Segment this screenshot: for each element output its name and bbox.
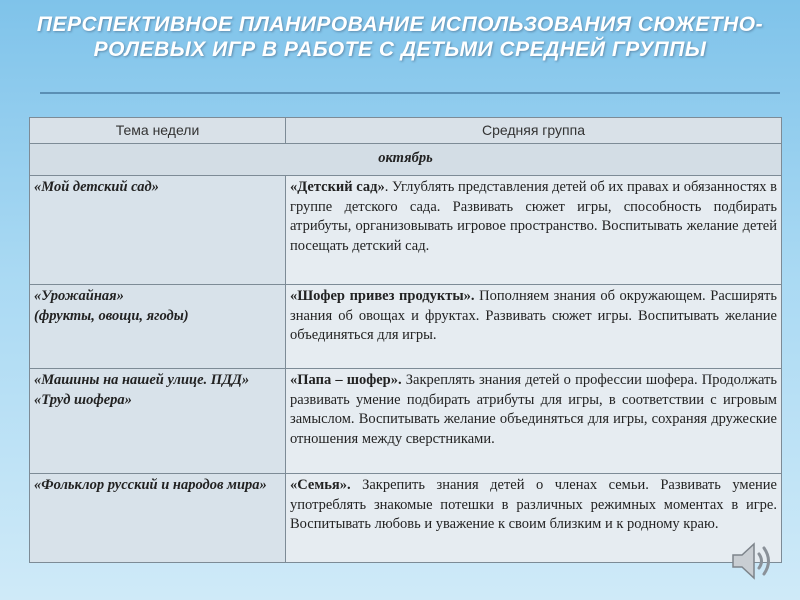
- game-description-cell: [286, 285, 782, 369]
- header-middle-group: Средняя группа: [286, 118, 782, 144]
- month-label: октябрь: [30, 144, 782, 176]
- game-description-cell: [286, 176, 782, 285]
- month-row: [30, 144, 782, 176]
- game-description-cell: [286, 474, 782, 563]
- week-topic-text: «Фольклор русский и народов мира»: [34, 477, 267, 493]
- header-week-topic: Тема недели: [30, 118, 286, 144]
- speaker-icon[interactable]: [727, 536, 777, 586]
- week-topic-subtext: «Труд шофера»: [34, 391, 132, 408]
- game-title: «Папа – шофер».: [290, 372, 402, 388]
- game-title: «Семья».: [290, 477, 351, 493]
- table-row: [30, 176, 782, 285]
- game-description-cell: [286, 369, 782, 474]
- table-row: [30, 285, 782, 369]
- game-description: Закреплять знания детей о профессии шофера. Продолжать развивать умение подбирать атрибуты для игры, в соответствии с игровым замыслом. Воспитывать желание объединяться для игры, сохраняя дружеские отношения между сверстниками.: [290, 372, 777, 447]
- table-row: [30, 369, 782, 474]
- week-topic-cell: [30, 369, 286, 474]
- slide-title: ПЕРСПЕКТИВНОЕ ПЛАНИРОВАНИЕ ИСПОЛЬЗОВАНИЯ СЮЖЕТНО-РОЛЕВЫХ ИГР В РАБОТЕ С ДЕТЬМИ СРЕДНЕЙ ГРУППЫ: [36, 13, 764, 61]
- game-description: Пополняем знания об окружающем. Расширять знания об овощах и фруктах. Развивать сюжет игры. Воспитывать желание объединяться для игры.: [290, 288, 777, 343]
- game-description: . Углублять представления детей об их правах и обязанностях в группе детского сада. Развивать сюжет игры, способность подбирать атрибуты, организовывать игровое пространство. Воспитывать желание детей посещать детский сад.: [290, 179, 777, 254]
- week-topic-text: «Машины на нашей улице. ПДД»: [34, 372, 250, 388]
- week-topic-subtext: (фрукты, овощи, ягоды): [34, 307, 189, 324]
- title-divider: [40, 92, 780, 94]
- game-title: «Шофер привез продукты».: [290, 288, 475, 304]
- week-topic-text: «Урожайная»: [34, 288, 124, 304]
- table-row: [30, 474, 782, 563]
- week-topic-cell: [30, 474, 286, 563]
- week-topic-text: «Мой детский сад»: [34, 179, 159, 195]
- week-topic-cell: [30, 176, 286, 285]
- week-topic-cell: [30, 285, 286, 369]
- game-title: «Детский сад»: [290, 179, 385, 195]
- planning-table: [29, 117, 782, 563]
- game-description: Закрепить знания детей о членах семьи. Развивать умение употреблять знакомые потешки в различных режимных моментах в игре. Воспитывать любовь и уважение к своим близким и к родному краю.: [290, 477, 777, 532]
- table-header-row: [30, 118, 782, 144]
